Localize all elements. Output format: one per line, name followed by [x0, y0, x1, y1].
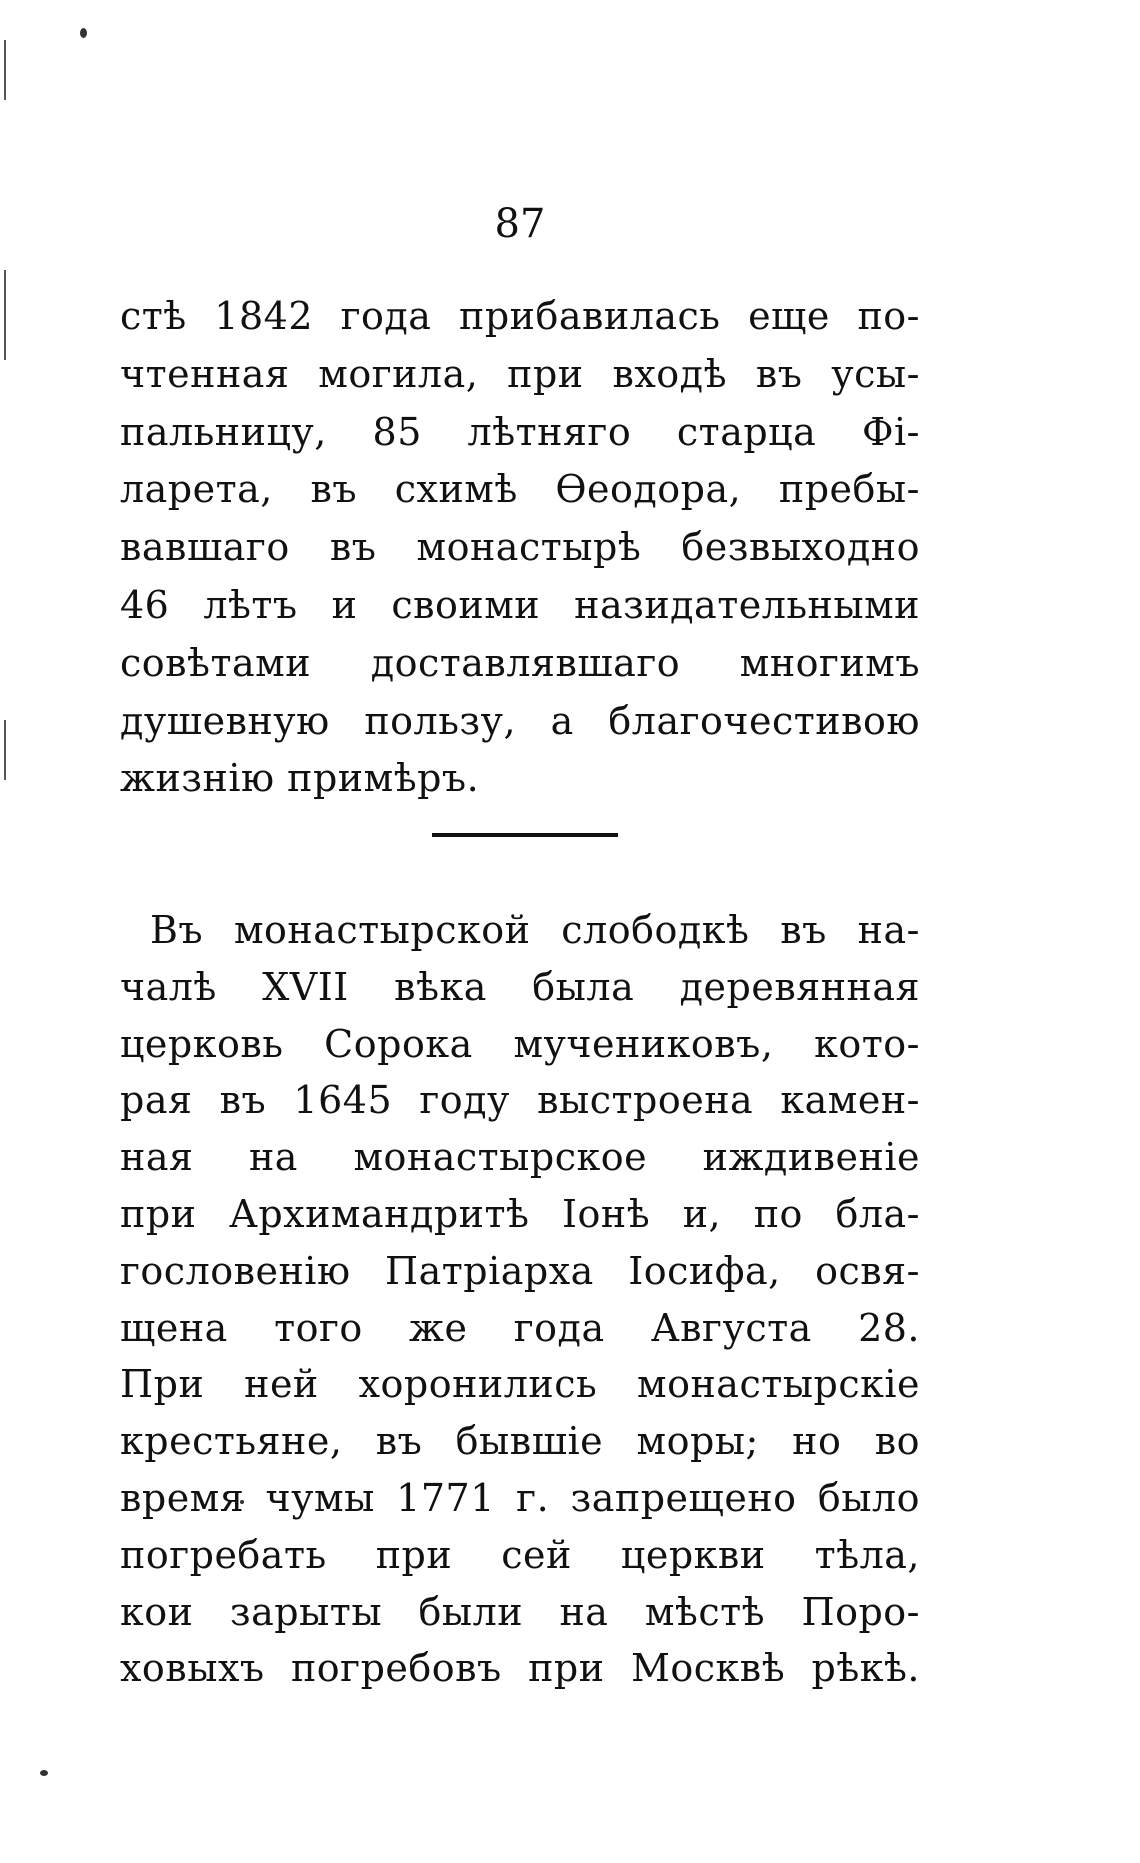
text-line: пальницу, 85 лѣтняго старца Фі- — [120, 409, 920, 454]
text-line: совѣтами доставлявшаго многимъ — [120, 640, 920, 685]
margin-mark — [4, 720, 6, 780]
section-separator — [432, 833, 618, 837]
ink-speck — [80, 28, 87, 38]
text-line: при Архимандритѣ Іонѣ и, по бла- — [120, 1191, 920, 1236]
text-line: жизнію примѣръ. — [120, 756, 480, 801]
margin-mark — [4, 270, 6, 360]
page-number: 87 — [494, 201, 546, 247]
text-line: время чумы 1771 г. запрещено было — [120, 1475, 920, 1520]
ink-speck — [40, 1770, 48, 1776]
text-line: погребать при сей церкви тѣла, — [120, 1532, 920, 1577]
text-line: кои зарыты были на мѣстѣ Поро- — [120, 1589, 920, 1634]
text-line: чалѣ XVII вѣка была деревянная — [120, 964, 920, 1009]
text-line: гословенію Патріарха Іосифа, освя- — [120, 1248, 920, 1293]
text-line: ларета, въ схимѣ Ѳеодора, пребы- — [120, 467, 920, 512]
paragraph-2 — [120, 902, 920, 1697]
text-line: 46 лѣтъ и своими назидательными — [120, 582, 920, 627]
text-line: Въ монастырской слободкѣ въ на- — [150, 908, 920, 952]
text-line: церковь Сорока мучениковъ, кото- — [120, 1021, 920, 1066]
text-line: ховыхъ погребовъ при Москвѣ рѣкѣ. — [120, 1646, 920, 1691]
text-line: душевную пользу, а благочестивою — [120, 698, 920, 743]
text-line: щена того же года Августа 28. — [120, 1305, 920, 1350]
text-line: крестьяне, въ бывшіе моры; но во — [120, 1419, 920, 1464]
text-line: При ней хоронились монастырскіе — [120, 1362, 920, 1407]
text-line: чтенная могила, при входѣ въ усы- — [120, 351, 920, 396]
text-line: рая въ 1645 году выстроена камен- — [120, 1078, 920, 1123]
paragraph-1 — [120, 288, 920, 808]
text-line: стѣ 1842 года прибавилась еще по- — [120, 294, 920, 338]
text-line: вавшаго въ монастырѣ безвыходно — [120, 525, 920, 570]
margin-mark — [4, 40, 6, 100]
text-line: ная на монастырское иждивеніе — [120, 1135, 920, 1180]
